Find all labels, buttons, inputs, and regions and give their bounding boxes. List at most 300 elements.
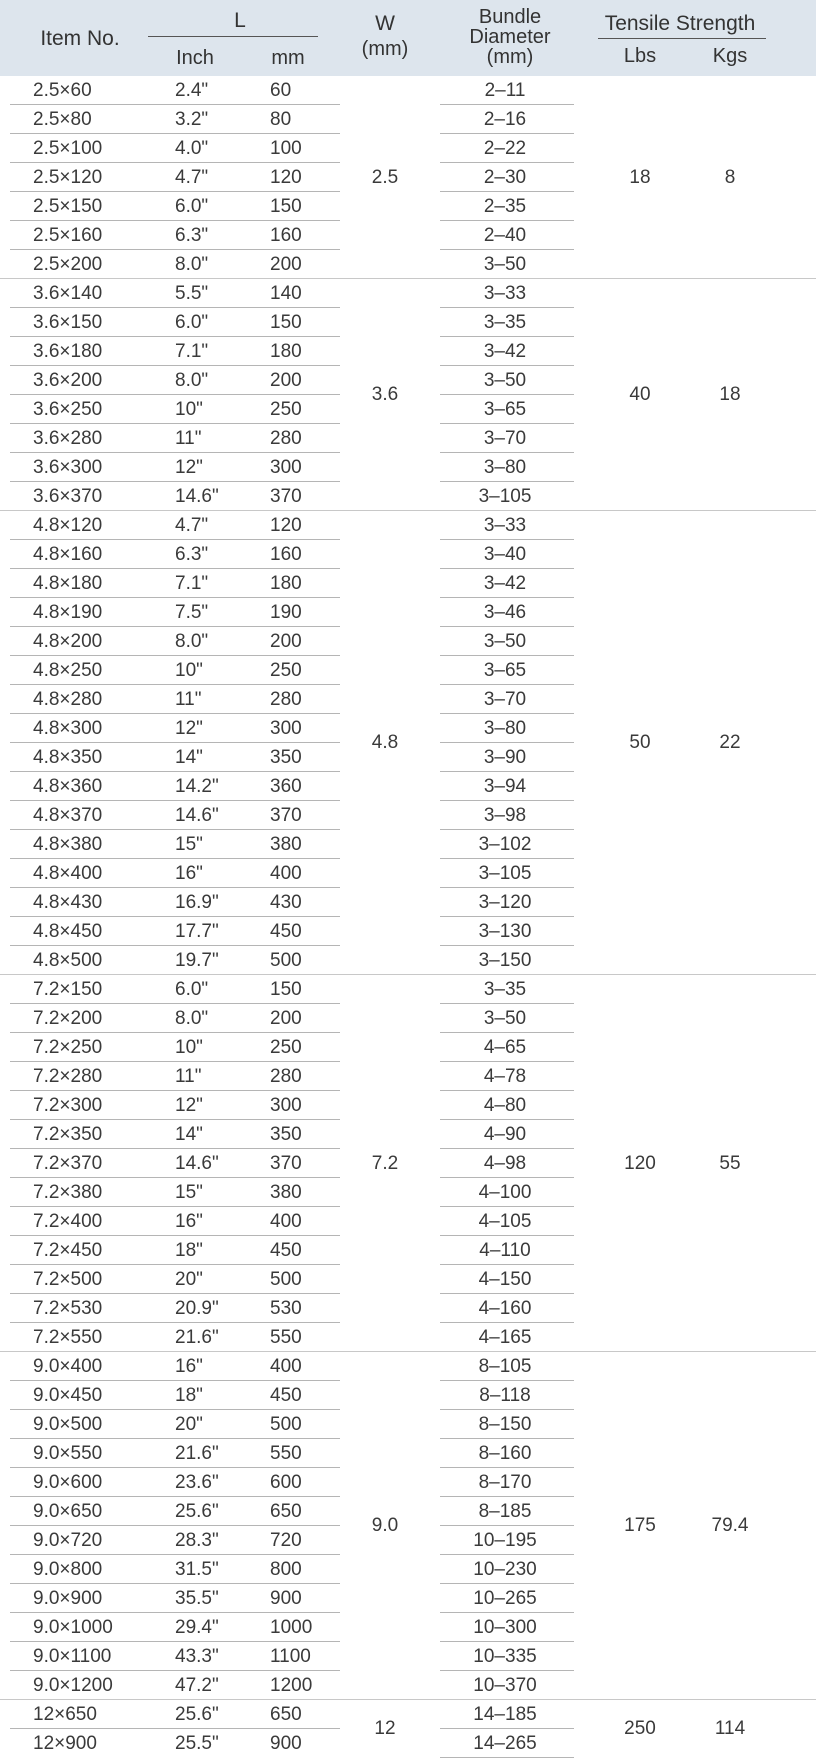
width-value: 2.5 (371, 166, 399, 188)
table-header (0, 0, 816, 76)
item-cell: 3.6×140 (33, 283, 103, 304)
inch-cell: 17.7" (175, 921, 219, 942)
mm-cell: 250 (270, 1037, 302, 1058)
tensile-kgs-value: 22 (719, 732, 741, 753)
mm-cell: 400 (270, 863, 302, 884)
mm-cell: 650 (270, 1704, 302, 1725)
table-row (0, 1555, 816, 1584)
inch-cell: 5.5" (175, 283, 209, 304)
inch-cell: 11" (175, 428, 202, 449)
mm-cell: 550 (270, 1327, 302, 1348)
mm-cell: 200 (270, 254, 302, 275)
bundle-diameter-cell: 3–105 (478, 486, 532, 507)
inch-cell: 21.6" (175, 1443, 219, 1464)
inch-cell: 14.6" (175, 1153, 219, 1174)
table-row (0, 598, 816, 627)
item-cell: 3.6×250 (33, 399, 103, 420)
bundle-diameter-cell: 3–70 (483, 689, 527, 710)
bundle-diameter-cell: 3–42 (483, 573, 527, 594)
table-row (0, 859, 816, 888)
tensile-kgs-value: 114 (714, 1718, 746, 1739)
inch-cell: 16" (175, 1211, 203, 1232)
mm-cell: 380 (270, 834, 302, 855)
item-cell: 7.2×350 (33, 1124, 103, 1145)
bundle-diameter-cell: 4–160 (478, 1298, 532, 1319)
mm-cell: 400 (270, 1356, 302, 1377)
mm-cell: 300 (270, 1095, 302, 1116)
mm-cell: 450 (270, 921, 302, 942)
mm-cell: 150 (270, 196, 302, 217)
bundle-diameter-cell: 3–102 (478, 834, 532, 855)
header-lbs: Lbs (623, 45, 657, 67)
table-row (0, 1062, 816, 1091)
item-cell: 4.8×160 (33, 544, 103, 565)
item-cell: 7.2×300 (33, 1095, 103, 1116)
inch-cell: 31.5" (175, 1559, 219, 1580)
table-row (0, 1410, 816, 1439)
inch-cell: 15" (175, 1182, 203, 1203)
mm-cell: 400 (270, 1211, 302, 1232)
table-row (0, 627, 816, 656)
table-row (0, 801, 816, 830)
item-cell: 2.5×60 (33, 80, 92, 101)
bundle-diameter-cell: 3–120 (478, 892, 532, 913)
bundle-diameter-cell: 3–40 (483, 544, 527, 565)
table-row (0, 1468, 816, 1497)
bundle-diameter-cell: 8–160 (478, 1443, 532, 1464)
mm-cell: 350 (270, 747, 302, 768)
table-row (0, 656, 816, 685)
header-item-no: Item No. (40, 27, 120, 50)
mm-cell: 120 (270, 167, 302, 188)
bundle-diameter-cell: 4–150 (478, 1269, 532, 1290)
table-row (0, 453, 816, 482)
table-row (0, 105, 816, 134)
table-row (0, 1381, 816, 1410)
table-row (0, 1671, 816, 1700)
inch-cell: 7.5" (175, 602, 209, 623)
table-row (0, 1613, 816, 1642)
bundle-diameter-cell: 8–105 (478, 1356, 532, 1377)
item-cell: 2.5×200 (33, 254, 103, 275)
inch-cell: 3.2" (175, 109, 209, 130)
inch-cell: 14.6" (175, 486, 219, 507)
item-cell: 4.8×300 (33, 718, 103, 739)
bundle-diameter-cell: 10–300 (473, 1617, 537, 1638)
item-cell: 4.8×500 (33, 950, 103, 971)
inch-cell: 8.0" (175, 254, 209, 275)
mm-cell: 1000 (270, 1617, 313, 1638)
item-cell: 7.2×380 (33, 1182, 103, 1203)
item-cell: 12×900 (33, 1733, 97, 1754)
bundle-diameter-cell: 10–195 (473, 1530, 537, 1551)
table-row (0, 279, 816, 308)
item-cell: 4.8×360 (33, 776, 103, 797)
header-tensile-underline (598, 38, 766, 39)
width-value: 3.6 (371, 384, 399, 405)
item-cell: 4.8×430 (33, 892, 103, 913)
table-row (0, 1584, 816, 1613)
tensile-lbs-value: 120 (624, 1152, 656, 1174)
item-cell: 4.8×200 (33, 631, 103, 652)
table-row (0, 1236, 816, 1265)
inch-cell: 19.7" (175, 950, 219, 971)
inch-cell: 7.1" (175, 341, 209, 362)
item-cell: 7.2×530 (33, 1298, 103, 1319)
bundle-diameter-cell: 2–35 (483, 196, 527, 217)
inch-cell: 14.6" (175, 805, 219, 826)
inch-cell: 6.3" (175, 225, 209, 246)
table-row (0, 134, 816, 163)
inch-cell: 6.0" (175, 312, 209, 333)
table-row (0, 685, 816, 714)
inch-cell: 4.7" (175, 515, 209, 536)
bundle-diameter-cell: 2–16 (483, 109, 527, 130)
bundle-diameter-cell: 3–50 (483, 631, 527, 652)
inch-cell: 16.9" (175, 892, 219, 913)
inch-cell: 25.6" (175, 1704, 219, 1725)
item-cell: 4.8×380 (33, 834, 103, 855)
table-row (0, 888, 816, 917)
item-cell: 7.2×500 (33, 1269, 103, 1290)
item-cell: 9.0×1200 (33, 1675, 113, 1696)
bundle-diameter-cell: 2–40 (483, 225, 527, 246)
inch-cell: 4.7" (175, 167, 209, 188)
table-row (0, 1120, 816, 1149)
bundle-diameter-cell: 4–98 (483, 1153, 527, 1174)
inch-cell: 16" (175, 1356, 203, 1377)
mm-cell: 300 (270, 718, 302, 739)
mm-cell: 80 (270, 109, 292, 130)
item-cell: 3.6×150 (33, 312, 103, 333)
bundle-diameter-cell: 3–42 (483, 341, 527, 362)
bundle-diameter-cell: 4–78 (483, 1066, 527, 1087)
bundle-diameter-cell: 3–65 (483, 660, 527, 681)
inch-cell: 4.0" (175, 138, 209, 159)
item-cell: 3.6×280 (33, 428, 103, 449)
mm-cell: 350 (270, 1124, 302, 1145)
inch-cell: 14" (175, 747, 203, 768)
inch-cell: 8.0" (175, 631, 209, 652)
item-cell: 7.2×370 (33, 1153, 103, 1174)
table-row (0, 1323, 816, 1352)
inch-cell: 25.5" (175, 1733, 219, 1754)
mm-cell: 250 (270, 399, 302, 420)
bundle-diameter-cell: 3–98 (483, 805, 527, 826)
item-cell: 9.0×650 (33, 1501, 103, 1522)
inch-cell: 28.3" (175, 1530, 219, 1551)
tensile-kgs-value: 55 (719, 1152, 741, 1174)
bundle-diameter-cell: 4–80 (483, 1095, 527, 1116)
bundle-diameter-cell: 10–370 (473, 1675, 537, 1696)
item-cell: 7.2×280 (33, 1066, 103, 1087)
item-cell: 3.6×300 (33, 457, 103, 478)
item-cell: 4.8×350 (33, 747, 103, 768)
inch-cell: 11" (175, 1066, 202, 1087)
inch-cell: 14" (175, 1124, 203, 1145)
mm-cell: 200 (270, 370, 302, 391)
item-cell: 7.2×550 (33, 1327, 103, 1348)
bundle-diameter-cell: 4–165 (478, 1327, 532, 1348)
bundle-diameter-cell: 3–33 (483, 515, 527, 536)
mm-cell: 140 (270, 283, 302, 304)
table-row (0, 250, 816, 279)
bundle-diameter-cell: 3–35 (483, 979, 527, 1000)
bundle-diameter-cell: 14–265 (473, 1733, 537, 1754)
tensile-lbs-value: 250 (624, 1718, 656, 1739)
mm-cell: 500 (270, 950, 302, 971)
table-row (0, 424, 816, 453)
table-row (0, 1352, 816, 1381)
item-cell: 2.5×160 (33, 225, 103, 246)
table-row (0, 337, 816, 366)
inch-cell: 25.6" (175, 1501, 219, 1522)
item-cell: 7.2×450 (33, 1240, 103, 1261)
mm-cell: 500 (270, 1414, 302, 1435)
mm-cell: 180 (270, 341, 302, 362)
mm-cell: 530 (270, 1298, 302, 1319)
inch-cell: 6.3" (175, 544, 209, 565)
inch-cell: 18" (175, 1385, 203, 1406)
item-cell: 4.8×190 (33, 602, 103, 623)
bundle-diameter-cell: 3–90 (483, 747, 527, 768)
table-row (0, 772, 816, 801)
bundle-diameter-cell: 10–230 (473, 1559, 537, 1580)
inch-cell: 8.0" (175, 1008, 209, 1029)
bundle-diameter-cell: 3–80 (483, 718, 527, 739)
inch-cell: 21.6" (175, 1327, 219, 1348)
mm-cell: 800 (270, 1559, 302, 1580)
width-value: 7.2 (371, 1152, 399, 1174)
table-row (0, 482, 816, 511)
bundle-diameter-cell: 3–105 (478, 863, 532, 884)
bundle-diameter-cell: 3–46 (483, 602, 527, 623)
table-row (0, 76, 816, 105)
table-row (0, 1178, 816, 1207)
tensile-lbs-value: 18 (629, 166, 651, 188)
item-cell: 3.6×370 (33, 486, 103, 507)
width-value: 4.8 (371, 732, 399, 753)
mm-cell: 150 (270, 979, 302, 1000)
inch-cell: 12" (175, 457, 203, 478)
table-row (0, 308, 816, 337)
bundle-diameter-cell: 4–100 (478, 1182, 532, 1203)
mm-cell: 450 (270, 1240, 302, 1261)
mm-cell: 250 (270, 660, 302, 681)
bundle-diameter-cell: 3–50 (483, 254, 527, 275)
inch-cell: 47.2" (175, 1675, 219, 1696)
item-cell: 4.8×450 (33, 921, 103, 942)
table-row (0, 1033, 816, 1062)
mm-cell: 360 (270, 776, 302, 797)
item-cell: 2.5×100 (33, 138, 103, 159)
inch-cell: 10" (175, 1037, 203, 1058)
header-length: L (234, 9, 246, 32)
table-row (0, 946, 816, 975)
item-cell: 9.0×400 (33, 1356, 103, 1377)
mm-cell: 180 (270, 573, 302, 594)
mm-cell: 280 (270, 689, 302, 710)
table-body (0, 76, 816, 1758)
width-value: 9.0 (371, 1515, 399, 1536)
item-cell: 3.6×180 (33, 341, 103, 362)
mm-cell: 430 (270, 892, 302, 913)
mm-cell: 160 (270, 225, 302, 246)
item-cell: 9.0×720 (33, 1530, 103, 1551)
bundle-diameter-cell: 3–94 (483, 776, 527, 797)
inch-cell: 10" (175, 399, 203, 420)
item-cell: 4.8×180 (33, 573, 103, 594)
inch-cell: 11" (175, 689, 202, 710)
table-row (0, 511, 816, 540)
mm-cell: 1200 (270, 1675, 313, 1696)
item-cell: 7.2×250 (33, 1037, 103, 1058)
bundle-diameter-cell: 3–130 (478, 921, 532, 942)
item-cell: 9.0×1000 (33, 1617, 113, 1638)
bundle-diameter-cell: 3–65 (483, 399, 527, 420)
table-row (0, 192, 816, 221)
bundle-diameter-cell: 2–22 (483, 138, 527, 159)
inch-cell: 6.0" (175, 196, 209, 217)
bundle-diameter-cell: 3–50 (483, 1008, 527, 1029)
header-mm: mm (271, 47, 305, 69)
inch-cell: 6.0" (175, 979, 209, 1000)
item-cell: 2.5×120 (33, 167, 103, 188)
table-row (0, 569, 816, 598)
width-value: 12 (374, 1718, 396, 1739)
mm-cell: 650 (270, 1501, 302, 1522)
mm-cell: 370 (270, 486, 302, 507)
mm-cell: 280 (270, 428, 302, 449)
item-cell: 9.0×600 (33, 1472, 103, 1493)
inch-cell: 7.1" (175, 573, 209, 594)
item-cell: 7.2×150 (33, 979, 103, 1000)
mm-cell: 60 (270, 80, 292, 101)
header-length-underline (148, 36, 318, 37)
inch-cell: 12" (175, 718, 203, 739)
item-cell: 4.8×370 (33, 805, 103, 826)
inch-cell: 43.3" (175, 1646, 219, 1667)
inch-cell: 16" (175, 863, 203, 884)
mm-cell: 600 (270, 1472, 302, 1493)
header-bundle-line2: Diameter (469, 26, 551, 48)
bundle-diameter-cell: 10–265 (473, 1588, 537, 1609)
inch-cell: 35.5" (175, 1588, 219, 1609)
bundle-diameter-cell: 8–118 (479, 1385, 531, 1406)
mm-cell: 150 (270, 312, 302, 333)
bundle-diameter-cell: 8–170 (478, 1472, 532, 1493)
item-cell: 9.0×550 (33, 1443, 103, 1464)
item-cell: 9.0×900 (33, 1588, 103, 1609)
table-row (0, 1439, 816, 1468)
bundle-diameter-cell: 3–150 (478, 950, 532, 971)
bundle-diameter-cell: 14–185 (473, 1704, 537, 1725)
inch-cell: 20" (175, 1414, 203, 1435)
inch-cell: 2.4" (175, 80, 209, 101)
bundle-diameter-cell: 4–65 (483, 1037, 527, 1058)
table-row (0, 1004, 816, 1033)
item-cell: 4.8×120 (33, 515, 103, 536)
mm-cell: 550 (270, 1443, 302, 1464)
item-cell: 7.2×200 (33, 1008, 103, 1029)
mm-cell: 1100 (270, 1646, 311, 1667)
table-row (0, 540, 816, 569)
mm-cell: 160 (270, 544, 302, 565)
mm-cell: 190 (270, 602, 302, 623)
mm-cell: 900 (270, 1733, 302, 1754)
bundle-diameter-cell: 3–33 (483, 283, 527, 304)
mm-cell: 120 (270, 515, 302, 536)
table-row (0, 1091, 816, 1120)
mm-cell: 300 (270, 457, 302, 478)
tensile-kgs-value: 79.4 (711, 1515, 749, 1536)
bundle-diameter-cell: 4–110 (479, 1240, 531, 1261)
table-row (0, 1642, 816, 1671)
bundle-diameter-cell: 2–11 (484, 80, 526, 101)
table-row (0, 975, 816, 1004)
item-cell: 9.0×800 (33, 1559, 103, 1580)
mm-cell: 200 (270, 1008, 302, 1029)
bundle-diameter-cell: 2–30 (483, 167, 527, 188)
header-tensile-strength: Tensile Strength (604, 12, 756, 35)
header-bundle-line1: Bundle (478, 6, 542, 28)
header-inch: Inch (176, 47, 214, 69)
item-cell: 9.0×450 (33, 1385, 103, 1406)
tensile-kgs-value: 18 (719, 384, 741, 405)
header-width-unit: (mm) (361, 38, 409, 60)
bundle-diameter-cell: 8–150 (478, 1414, 532, 1435)
inch-cell: 29.4" (175, 1617, 219, 1638)
bundle-diameter-cell: 3–50 (483, 370, 527, 391)
item-cell: 4.8×280 (33, 689, 103, 710)
item-cell: 12×650 (33, 1704, 97, 1725)
bundle-diameter-cell: 8–185 (478, 1501, 532, 1522)
tensile-lbs-value: 40 (629, 384, 651, 405)
table-row (0, 221, 816, 250)
item-cell: 3.6×200 (33, 370, 103, 391)
item-cell: 2.5×150 (33, 196, 103, 217)
inch-cell: 20" (175, 1269, 203, 1290)
inch-cell: 12" (175, 1095, 203, 1116)
table-row (0, 1265, 816, 1294)
inch-cell: 15" (175, 834, 203, 855)
item-cell: 9.0×1100 (33, 1646, 112, 1667)
bundle-diameter-cell: 3–70 (483, 428, 527, 449)
mm-cell: 100 (270, 138, 302, 159)
bundle-diameter-cell: 4–105 (478, 1211, 532, 1232)
inch-cell: 23.6" (175, 1472, 219, 1493)
mm-cell: 450 (270, 1385, 302, 1406)
inch-cell: 10" (175, 660, 203, 681)
bundle-diameter-cell: 10–335 (473, 1646, 537, 1667)
table-row (0, 1207, 816, 1236)
inch-cell: 18" (175, 1240, 203, 1261)
tensile-kgs-value: 8 (724, 166, 736, 188)
item-cell: 7.2×400 (33, 1211, 103, 1232)
table-row (0, 1294, 816, 1323)
item-cell: 4.8×250 (33, 660, 103, 681)
inch-cell: 20.9" (175, 1298, 219, 1319)
mm-cell: 370 (270, 1153, 302, 1174)
mm-cell: 280 (270, 1066, 302, 1087)
mm-cell: 380 (270, 1182, 302, 1203)
item-cell: 2.5×80 (33, 109, 92, 130)
bundle-diameter-cell: 3–35 (483, 312, 527, 333)
header-width: W (375, 12, 395, 35)
mm-cell: 900 (270, 1588, 302, 1609)
table-row (0, 917, 816, 946)
bundle-diameter-cell: 3–80 (483, 457, 527, 478)
